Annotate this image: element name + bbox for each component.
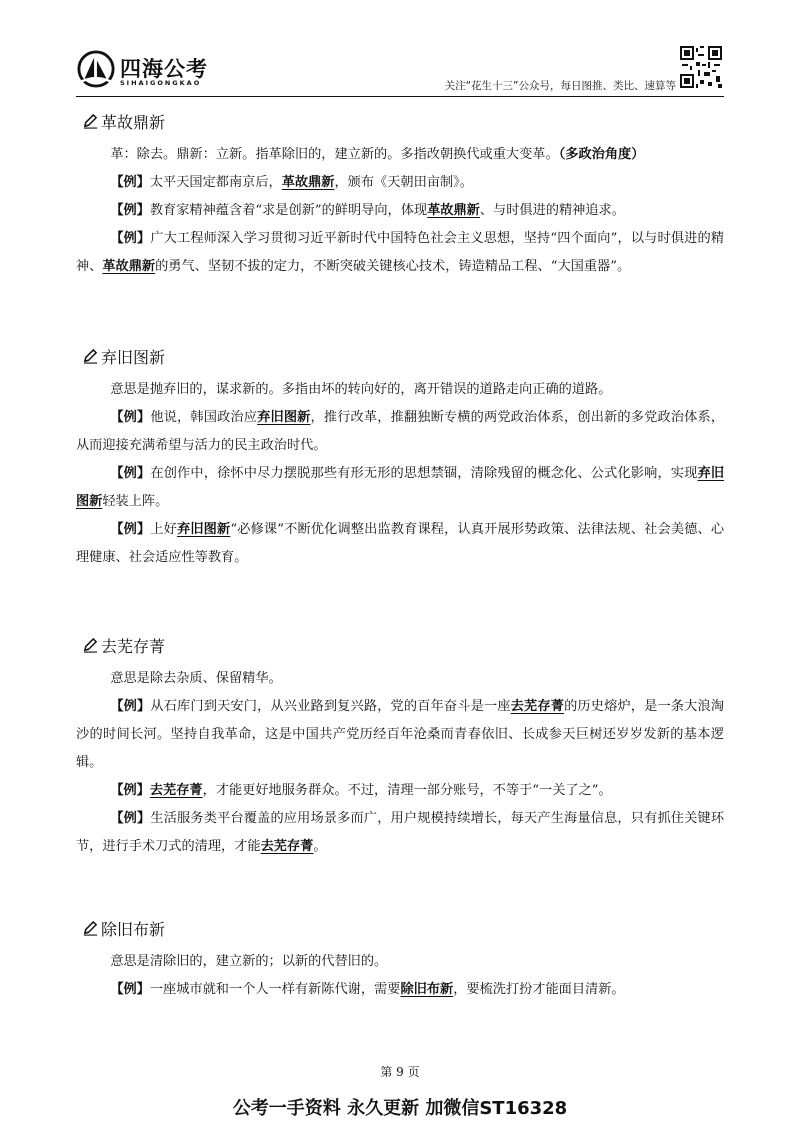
idiom-highlight: 革故鼎新: [281, 175, 335, 190]
idiom-heading: [82, 917, 724, 940]
idiom-highlight: 去芜存菁: [510, 699, 565, 714]
definition-paragraph: 意思是清除旧的，建立新的；以新的代替旧的。: [110, 954, 388, 969]
idiom-highlight: 革故鼎新: [427, 203, 480, 218]
definition-paragraph: 革：除去。鼎新：立新。指革除旧的，建立新的。多指改朝换代或重大变革。（多政治角度）: [110, 147, 645, 162]
definition-paragraph: 意思是除去杂质、保留精华。: [110, 671, 282, 686]
logo-text: 四海公考: [120, 57, 208, 81]
idiom-section: [76, 634, 724, 861]
idiom-heading: [82, 345, 724, 368]
page-content: [76, 104, 724, 1004]
idiom-highlight: 弃旧图新: [177, 522, 231, 537]
example-paragraph: 【例】生活服务类平台覆盖的应用场景多而广，用户规模持续增长，每天产生海量信息，只有抓住关键环节，进行手术刀式的清理，才能去芜存菁。: [76, 811, 725, 854]
page-number: 第 9 页: [380, 1065, 420, 1079]
idiom-heading: [82, 634, 724, 657]
idiom-heading: [82, 110, 724, 133]
example-paragraph: 【例】去芜存菁，才能更好地服务群众。不过，清理一部分账号，不等于“一关了之”。: [110, 783, 612, 798]
pencil-icon: [82, 349, 99, 364]
idiom-highlight: 革故鼎新: [102, 259, 156, 274]
logo-subtitle: SIHAIGONGKAO: [120, 79, 202, 87]
idiom-highlight: 除旧布新: [400, 982, 454, 997]
idiom-highlight: 弃旧图新: [257, 410, 311, 425]
footer-banner: 公考一手资料 永久更新 加微信ST16328: [232, 1098, 568, 1119]
idiom-highlight: 去芜存菁: [149, 783, 203, 798]
example-paragraph: 【例】一座城市就和一个人一样有新陈代谢，需要除旧布新，要梳洗打扮才能面目清新。: [110, 982, 625, 997]
logo-icon: [77, 50, 115, 88]
example-paragraph: 【例】上好弃旧图新“必修课”不断优化调整出监教育课程，认真开展形势政策、法律法规、社会美德、心理健康、社会适应性等教育。: [76, 522, 725, 565]
pencil-icon: [82, 114, 99, 129]
header-tagline: 关注“花生十三”公众号，每日图推、类比、速算等: [444, 80, 676, 92]
idiom-title: 除旧布新: [101, 920, 166, 939]
definition-paragraph: 意思是抛弃旧的，谋求新的。多指由坏的转向好的，离开错误的道路走向正确的道路。: [110, 382, 612, 397]
example-paragraph: 【例】太平天国定都南京后，革故鼎新，颁布《天朝田亩制》。: [110, 175, 473, 190]
idiom-title: 革故鼎新: [101, 113, 166, 132]
example-paragraph: 【例】他说，韩国政治应弃旧图新，推行改革，推翻独断专横的两党政治体系，创出新的多党政治体系，从而迎接充满希望与活力的民主政治时代。: [76, 410, 725, 453]
idiom-section: [76, 345, 724, 572]
idiom-title: 弃旧图新: [101, 348, 166, 367]
qr-code-icon: [680, 46, 722, 88]
idiom-section: [76, 917, 724, 1004]
example-paragraph: 【例】教育家精神蕴含着“求是创新”的鲜明导向，体现革故鼎新、与时俱进的精神追求。: [110, 203, 625, 218]
idiom-title: 去芜存菁: [101, 637, 166, 656]
pencil-icon: [82, 921, 99, 936]
idiom-section: [76, 110, 724, 281]
example-paragraph: 【例】从石库门到天安门，从兴业路到复兴路，党的百年奋斗是一座去芜存菁的历史熔炉，是一条大浪淘沙的时间长河。坚持自我革命，这是中国共产党历经百年沧桑而青春依旧、长成参天巨树还岁岁发新的基本逻辑。: [76, 699, 725, 770]
page-header: [0, 0, 800, 100]
header-divider: [76, 96, 724, 97]
pencil-icon: [82, 638, 99, 653]
idiom-highlight: 弃旧图新: [76, 466, 725, 509]
example-paragraph: 【例】在创作中，徐怀中尽力摆脱那些有形无形的思想禁锢，清除残留的概念化、公式化影响，实现弃旧图新轻装上阵。: [76, 466, 725, 509]
example-paragraph: 【例】广大工程师深入学习贯彻习近平新时代中国特色社会主义思想，坚持“四个面向”，以与时俱进的精神、革故鼎新的勇气、坚韧不拔的定力，不断突破关键核心技术，铸造精品工程、“大国重器”。: [76, 231, 725, 274]
idiom-highlight: 去芜存菁: [260, 839, 314, 854]
